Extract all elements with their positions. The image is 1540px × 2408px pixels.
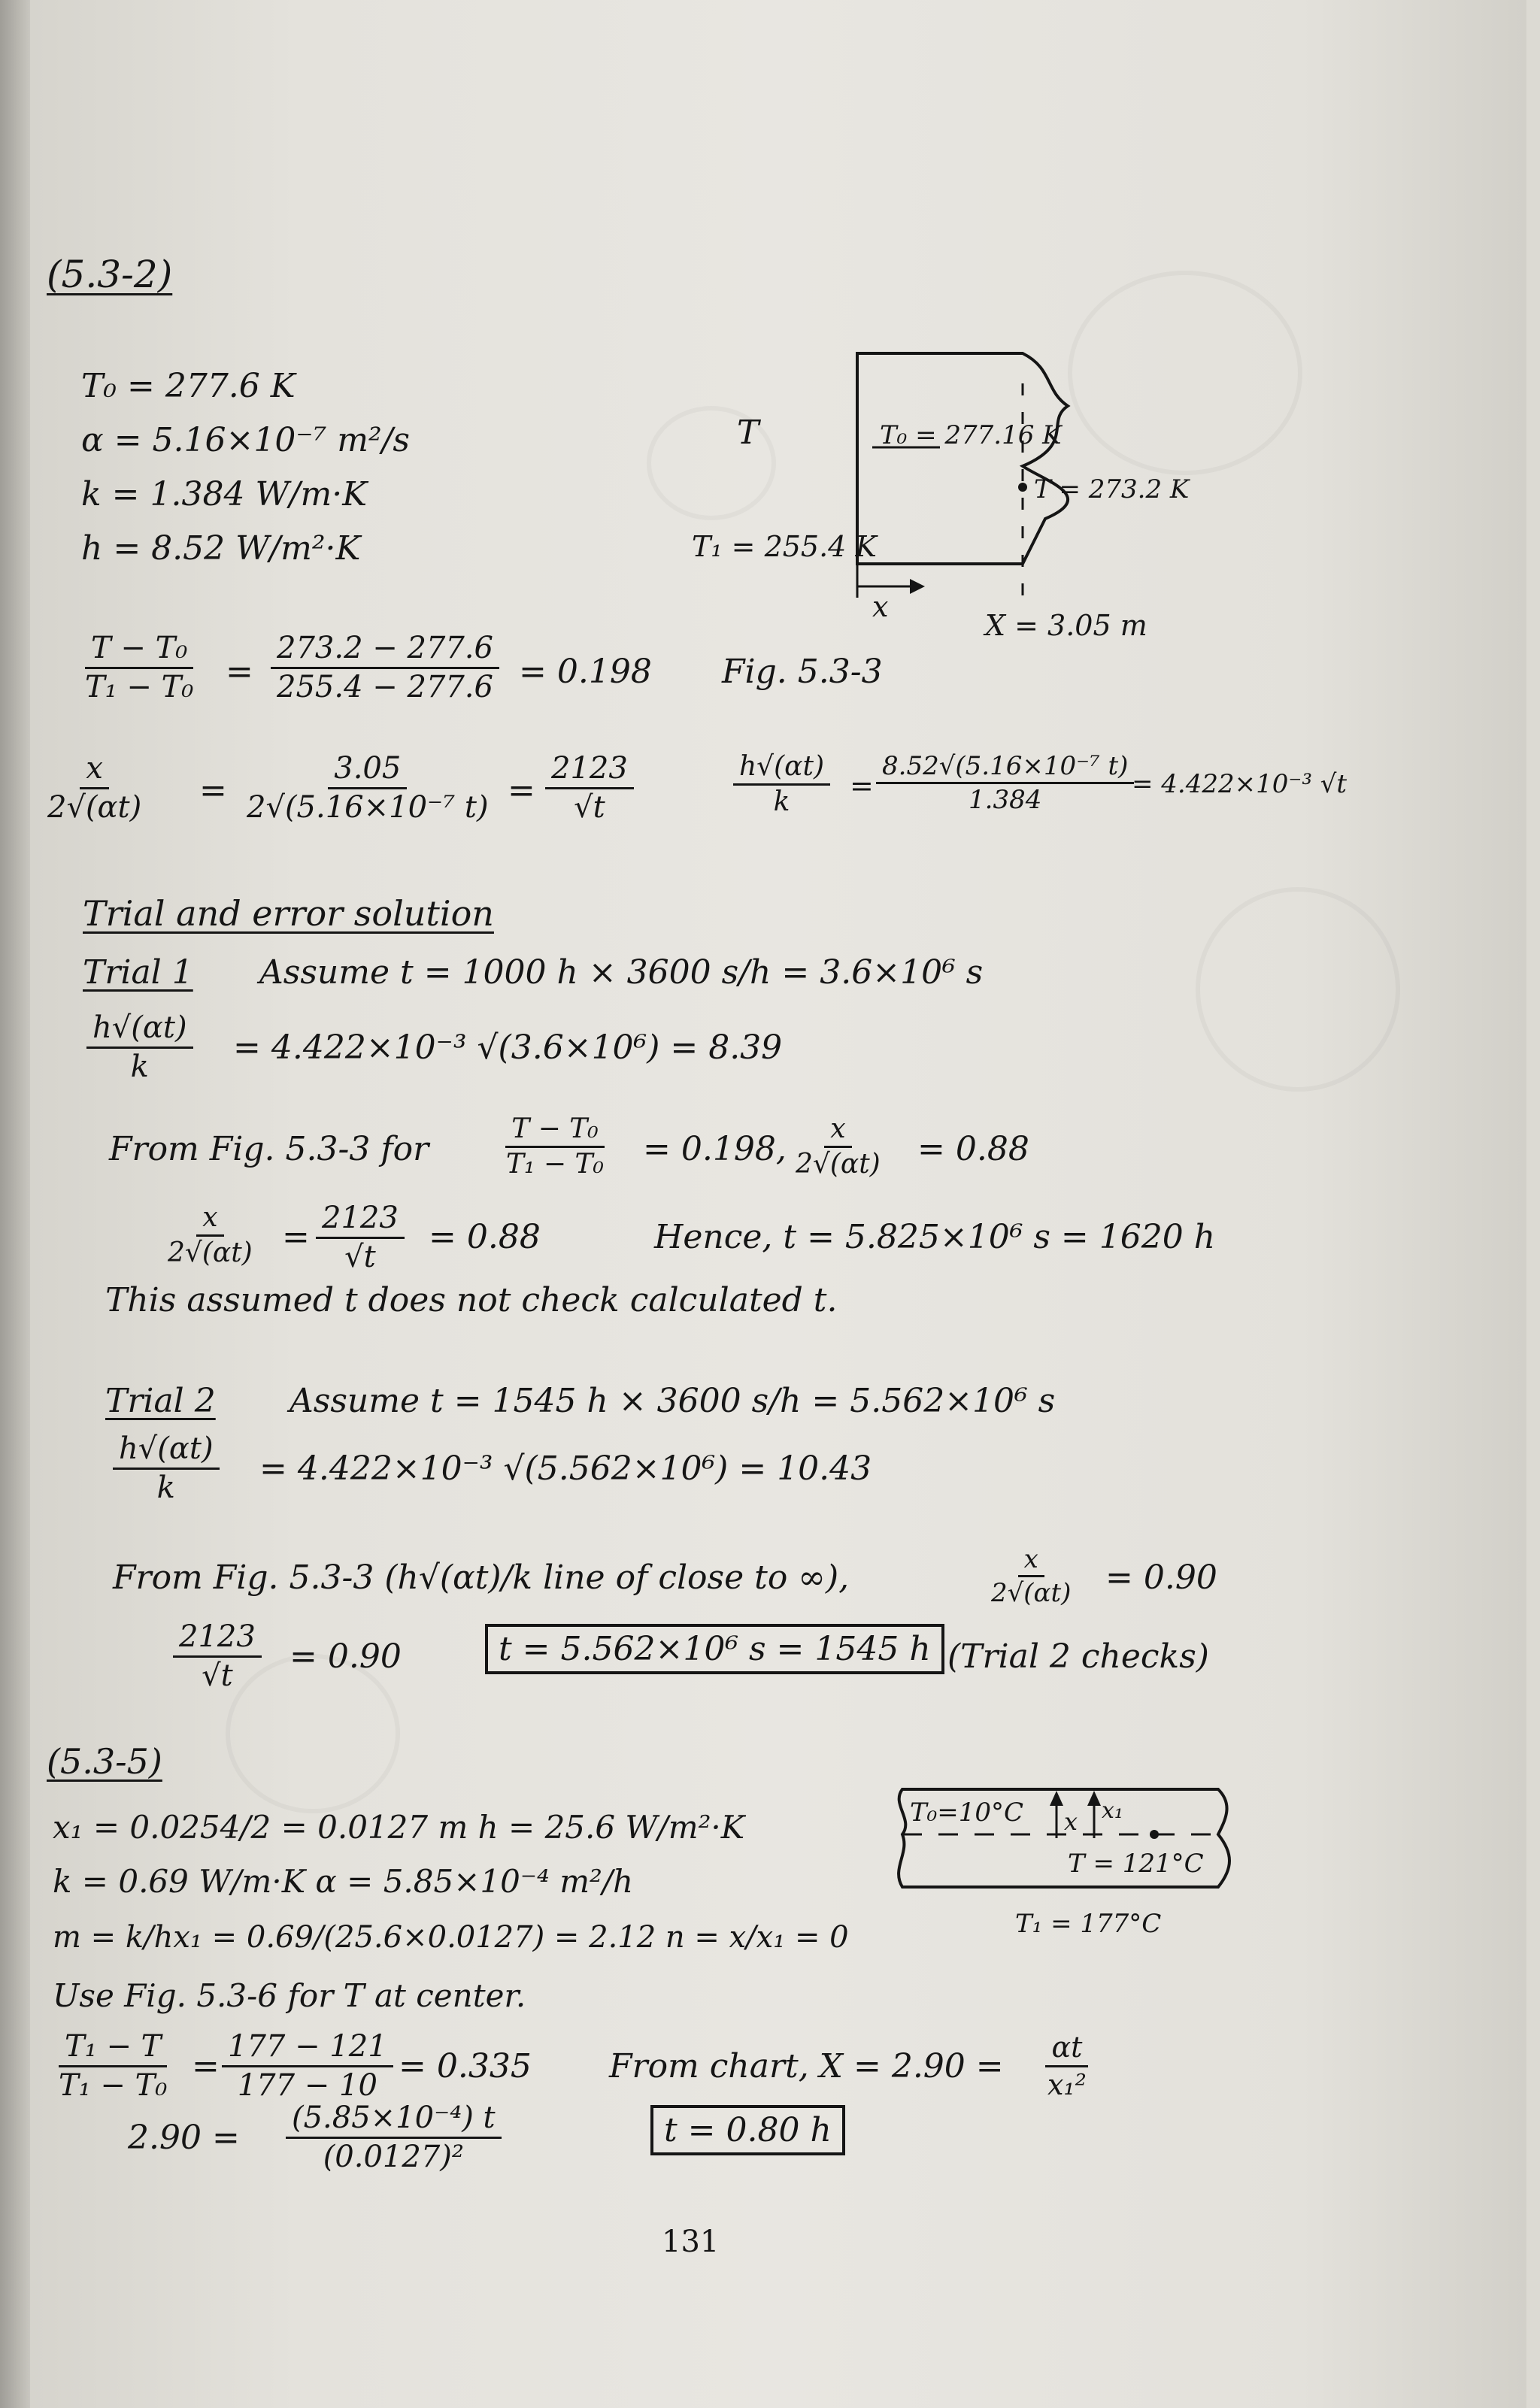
trial1-calc-result: = 4.422×10⁻³ √(3.6×10⁶) = 8.39 <box>233 1028 783 1067</box>
p535-ratio-result: = 0.335 <box>399 2047 532 2085</box>
trial1-from-x-den: 2√(αt) <box>796 1149 881 1180</box>
p535-final-fraction <box>286 2101 502 2174</box>
given-line-4: Use Fig. 5.3-6 for T at center. <box>53 1977 526 2014</box>
trial2-assumption: Assume t = 1545 h × 3600 s/h = 5.562×10⁶ s <box>290 1382 1056 1420</box>
trial2-label: Trial 2 <box>105 1382 216 1420</box>
temperature-point <box>1018 483 1027 492</box>
hratio-lhs-num: h√(αt) <box>733 752 830 786</box>
x-arrow-head <box>1050 1791 1063 1806</box>
equals-sign: = <box>850 769 874 802</box>
p535-ratio-lhs-den: T₁ − T₀ <box>59 2067 168 2103</box>
equals-sign: = <box>282 1218 310 1256</box>
equals-sign: = <box>508 771 535 810</box>
p535-final-lhs: 2.90 = <box>128 2119 240 2157</box>
center-point <box>1150 1830 1159 1839</box>
slab-temperature-diagram <box>692 338 1233 654</box>
T0-surface-label: T₀ = 277.16 K <box>880 420 1062 450</box>
T1-label: T₁ = 255.4 K <box>692 530 877 563</box>
T-axis-label: T <box>737 413 759 452</box>
given-h: h = 8.52 W/m²·K <box>81 529 361 568</box>
given-line-1: x₁ = 0.0254/2 = 0.0127 m h = 25.6 W/m²·K <box>53 1809 745 1846</box>
p535-chart-fraction <box>1041 2031 1093 2101</box>
trial2-answer-box: t = 5.562×10⁶ s = 1545 h <box>485 1624 944 1674</box>
T-point-label: T = 273.2 K <box>1034 474 1190 504</box>
hratio-lhs-fraction <box>733 752 830 818</box>
trial1-eq-result: = 0.88 <box>429 1218 541 1256</box>
trial1-from-num: T − T₀ <box>505 1114 605 1148</box>
xratio-rhs-den: √t <box>574 789 605 825</box>
trial2-from-figure: From Fig. 5.3-3 (h√(αt)/k line of close to ∞), <box>113 1558 850 1597</box>
xratio-mid-den: 2√(5.16×10⁻⁷ t) <box>247 789 489 825</box>
trial1-note: This assumed t does not check calculated t. <box>105 1281 838 1319</box>
trial2-eq-num: 2123 <box>173 1620 262 1658</box>
problem-heading-5-3-2: (5.3-2) <box>47 253 173 296</box>
trial1-eq-den: 2√(αt) <box>168 1237 253 1269</box>
hratio-result: = 4.422×10⁻³ √t <box>1132 769 1348 799</box>
given-line-3: m = k/hx₁ = 0.69/(25.6×0.0127) = 2.12 n = x/x₁ = 0 <box>53 1920 849 1955</box>
x1-arrow-head <box>1087 1791 1101 1806</box>
trial1-calc-fraction <box>86 1011 193 1084</box>
trial1-label: Trial 1 <box>83 953 193 992</box>
ratio-mid-num: 273.2 − 277.6 <box>271 632 499 669</box>
xratio-mid-fraction <box>241 752 495 825</box>
ratio-mid-fraction <box>271 632 499 704</box>
trial-heading: Trial and error solution <box>83 893 494 934</box>
trial1-calc-num: h√(αt) <box>86 1011 193 1049</box>
trial2-from-x-num: x <box>1018 1545 1044 1577</box>
hratio-mid-den: 1.384 <box>969 785 1042 816</box>
trial2-eq-den: √t <box>202 1658 233 1693</box>
p535-ratio-lhs-num: T₁ − T <box>59 2030 167 2067</box>
x-arrow-head <box>910 579 925 594</box>
given-line-2: k = 0.69 W/m·K α = 5.85×10⁻⁴ m²/h <box>53 1863 634 1900</box>
trial1-from-fraction <box>500 1114 610 1180</box>
p535-ratio-mid-fraction <box>222 2030 393 2103</box>
trial1-from-figure: From Fig. 5.3-3 for <box>109 1130 429 1168</box>
x-label: x <box>872 590 889 623</box>
slab-outline <box>857 353 1068 564</box>
given-T0: T₀ = 277.6 K <box>81 367 296 405</box>
ratio-lhs-den: T₁ − T₀ <box>85 669 194 704</box>
hratio-lhs-den: k <box>773 786 790 818</box>
p535-chart-num: αt <box>1045 2031 1088 2067</box>
book-binding <box>0 0 30 2408</box>
trial1-from-value: = 0.198, <box>643 1130 787 1168</box>
bleed-through-mark <box>1196 887 1400 1092</box>
trial1-eq-mid-fraction <box>316 1201 405 1274</box>
T1-label: T₁ = 177°C <box>1015 1909 1162 1939</box>
p535-chart-den: x₁² <box>1047 2067 1087 2101</box>
hratio-mid-num: 8.52√(5.16×10⁻⁷ t) <box>876 752 1134 784</box>
equals-sign: = <box>199 771 227 810</box>
trial2-calc-result: = 4.422×10⁻³ √(5.562×10⁶) = 10.43 <box>259 1449 872 1488</box>
ratio-lhs-num: T − T₀ <box>85 632 193 669</box>
trial2-eq-fraction <box>173 1620 262 1693</box>
ratio-lhs-fraction <box>79 632 199 704</box>
trial1-eq-mid-den: √t <box>344 1239 376 1274</box>
given-k: k = 1.384 W/m·K <box>81 475 368 513</box>
trial1-from-den: T₁ − T₀ <box>506 1149 604 1180</box>
ratio-result: = 0.198 <box>519 653 652 691</box>
page-number: 131 <box>662 2225 720 2259</box>
trial2-calc-fraction <box>113 1432 220 1505</box>
x-label: x <box>1064 1807 1078 1836</box>
equals-sign: = <box>226 653 253 691</box>
trial1-eq-fraction <box>162 1203 259 1269</box>
ratio-figure-reference: Fig. 5.3-3 <box>722 653 883 691</box>
trial1-hence: Hence, t = 5.825×10⁶ s = 1620 h <box>654 1218 1216 1256</box>
p535-answer-box: t = 0.80 h <box>650 2105 845 2155</box>
slab-center-diagram <box>902 1782 1248 1947</box>
xratio-lhs-num: x <box>80 752 109 789</box>
trial1-assumption: Assume t = 1000 h × 3600 s/h = 3.6×10⁶ s <box>259 953 984 992</box>
T-center-label: T = 121°C <box>1068 1849 1204 1879</box>
xratio-rhs-fraction <box>545 752 634 825</box>
trial1-from-x-fraction <box>790 1114 887 1180</box>
trial1-from-result: = 0.88 <box>917 1130 1029 1168</box>
trial1-from-x-num: x <box>824 1114 851 1148</box>
ratio-mid-den: 255.4 − 277.6 <box>277 669 493 704</box>
trial2-eq-result: = 0.90 <box>290 1637 402 1676</box>
equals-sign: = <box>192 2047 220 2085</box>
p535-chart-reading: From chart, X = 2.90 = <box>609 2047 1004 2085</box>
X-length-label: X = 3.05 m <box>985 609 1147 642</box>
trial2-check-note: (Trial 2 checks) <box>947 1637 1209 1676</box>
p535-ratio-mid-num: 177 − 121 <box>222 2030 393 2067</box>
p535-final-num: (5.85×10⁻⁴) t <box>286 2101 502 2139</box>
p535-ratio-mid-den: 177 − 10 <box>237 2067 377 2103</box>
trial2-calc-den: k <box>156 1470 175 1505</box>
hratio-mid-fraction <box>876 752 1134 814</box>
problem-heading-5-3-5: (5.3-5) <box>47 1741 162 1782</box>
given-alpha: α = 5.16×10⁻⁷ m²/s <box>81 421 410 459</box>
trial2-calc-num: h√(αt) <box>113 1432 220 1470</box>
x1-label: x₁ <box>1102 1798 1123 1824</box>
trial2-from-result: = 0.90 <box>1105 1558 1217 1597</box>
xratio-lhs-fraction <box>41 752 147 825</box>
p535-ratio-lhs-fraction <box>53 2030 173 2103</box>
trial2-from-x-fraction <box>985 1545 1077 1607</box>
trial2-from-x-den: 2√(αt) <box>991 1578 1072 1609</box>
xratio-mid-num: 3.05 <box>328 752 407 789</box>
xratio-lhs-den: 2√(αt) <box>47 789 142 825</box>
trial1-calc-den: k <box>130 1049 149 1084</box>
trial1-eq-mid-num: 2123 <box>316 1201 405 1239</box>
T0-label: T₀=10°C <box>910 1798 1024 1828</box>
trial1-eq-num: x <box>196 1203 223 1237</box>
p535-final-den: (0.0127)² <box>323 2139 464 2174</box>
xratio-rhs-num: 2123 <box>545 752 634 789</box>
